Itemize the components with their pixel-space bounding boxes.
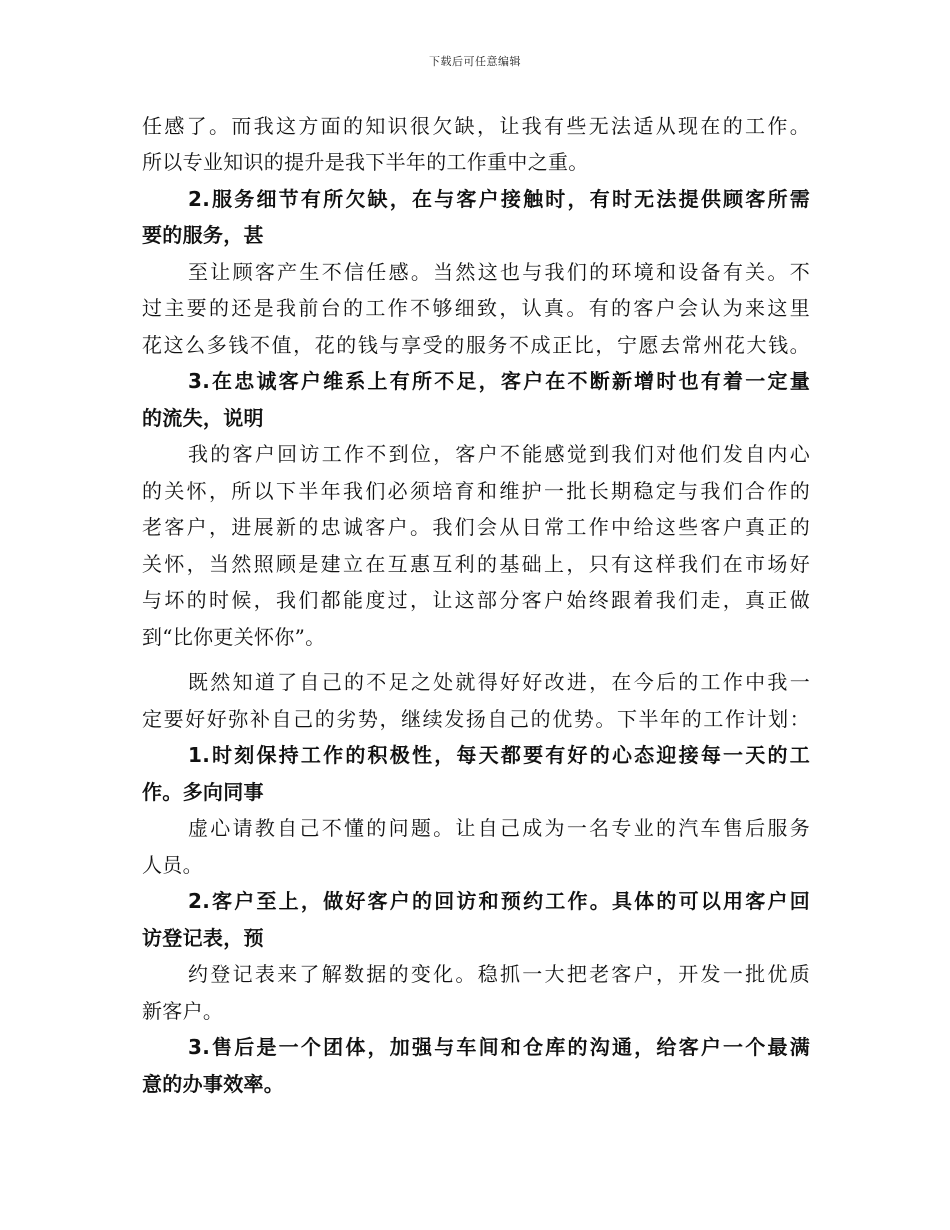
paragraph-line: 到“比你更关怀你”。 — [142, 625, 326, 649]
page-header: 下载后可任意编辑 — [429, 55, 521, 68]
heading-line: 3.在忠诚客户维系上有所不足，客户在不断新增时也有着一定量 — [188, 369, 810, 393]
paragraph-line: 至让顾客产生不信任感。当然这也与我们的环境和设备有关。不 — [188, 260, 810, 284]
paragraph-line: 老客户，进展新的忠诚客户。我们会从日常工作中给这些客户真正的 — [142, 515, 810, 539]
heading-line: 访登记表，预 — [142, 926, 264, 950]
heading-line: 2.服务细节有所欠缺，在与客户接触时，有时无法提供顾客所需 — [188, 187, 810, 211]
paragraph-line: 任感了。而我这方面的知识很欠缺，让我有些无法适从现在的工作。 — [142, 114, 810, 138]
heading-line: 要的服务，甚 — [142, 223, 264, 247]
paragraph-line: 既然知道了自己的不足之处就得好好改进，在今后的工作中我一 — [188, 670, 810, 694]
paragraph-line: 新客户。 — [142, 999, 224, 1023]
paragraph-line: 花这么多钱不值，花的钱与享受的服务不成正比，宁愿去常州花大钱。 — [142, 333, 810, 357]
heading-line: 的流失，说明 — [142, 406, 264, 430]
heading-line: 意的办事效率。 — [142, 1072, 285, 1096]
paragraph-line: 关怀，当然照顾是建立在互惠互利的基础上，只有这样我们在市场好 — [142, 552, 810, 576]
heading-line: 3.售后是一个团体，加强与车间和仓库的沟通，给客户一个最满 — [188, 1035, 810, 1059]
heading-line: 2.客户至上，做好客户的回访和预约工作。具体的可以用客户回 — [188, 889, 810, 913]
paragraph-line: 的关怀，所以下半年我们必须培育和维护一批长期稳定与我们合作的 — [142, 479, 810, 503]
paragraph-line: 我的客户回访工作不到位，客户不能感觉到我们对他们发自内心 — [188, 442, 810, 466]
heading-line: 1.时刻保持工作的积极性，每天都要有好的心态迎接每一天的工 — [188, 743, 810, 767]
paragraph-line: 人员。 — [142, 853, 203, 877]
paragraph-line: 过主要的还是我前台的工作不够细致，认真。有的客户会认为来这里 — [142, 296, 810, 320]
paragraph-line: 所以专业知识的提升是我下半年的工作重中之重。 — [142, 150, 589, 174]
paragraph-line: 定要好好弥补自己的劣势，继续发扬自己的优势。下半年的工作计划： — [142, 707, 810, 731]
paragraph-line: 与坏的时候，我们都能度过，让这部分客户始终跟着我们走，真正做 — [142, 588, 810, 612]
heading-line: 作。多向同事 — [142, 780, 264, 804]
paragraph-line: 虚心请教自己不懂的问题。让自己成为一名专业的汽车售后服务 — [188, 816, 810, 840]
paragraph-line: 约登记表来了解数据的变化。稳抓一大把老客户，开发一批优质 — [188, 962, 810, 986]
